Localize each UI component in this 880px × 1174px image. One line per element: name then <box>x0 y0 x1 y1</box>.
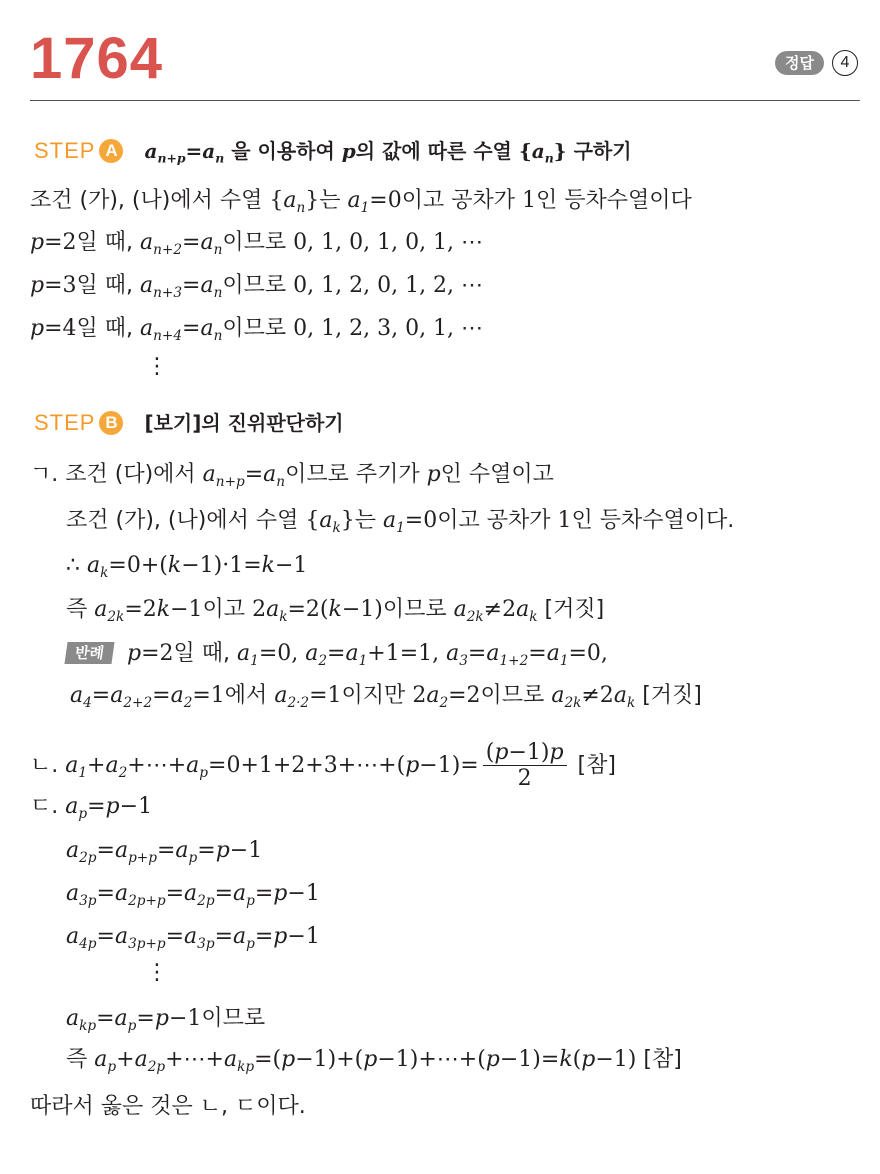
item-d-line-5: $a_{kp}=a_p=p-1$이므로 <box>66 1006 266 1034</box>
vertical-ellipsis-2: ⋮ <box>146 960 168 985</box>
answer-label: 정답 <box>775 51 824 75</box>
item-g-verdict-2: [거짓] <box>642 683 702 708</box>
fraction: $\frac{(p-1)p}{2}$ <box>483 740 567 792</box>
sequence-p2: 0, 1, 0, 1, 0, 1, ⋯ <box>293 230 484 255</box>
problem-number: 1764 <box>30 26 164 91</box>
item-d-line-6: 즉 $a_p+a_{2p}+\cdots+a_{kp}=(p-1)+(p-1)+\cdots+(p-1)=k(p-1)$ [참] <box>66 1047 682 1075</box>
sequence-p4: 0, 1, 2, 3, 0, 1, ⋯ <box>293 316 484 341</box>
answer-area <box>775 50 858 76</box>
sequence-p3: 0, 1, 2, 0, 1, 2, ⋯ <box>293 273 484 298</box>
step-b-title: [보기]의 진위판단하기 <box>144 411 344 435</box>
answer-value: 4 <box>832 50 858 76</box>
item-g-marker: ㄱ. <box>30 462 59 487</box>
item-g-line-4: 즉 $a_{2k}=2k-1$이고 $2a_k=2(k-1)$이므로 $a_{2k}\ne 2a_k$ [거짓] <box>66 597 605 625</box>
item-g-line-3: ∴ $a_k=0+(k-1)\cdot 1=k-1$ <box>66 553 308 581</box>
item-g-verdict-1: [거짓] <box>544 597 605 622</box>
case-p2: p=2일 때, $a_{n+2}=a_n$이므로 0, 1, 0, 1, 0, 1, ⋯ <box>30 230 484 258</box>
item-n-line: ㄴ. $a_1+a_2+\cdots+a_p=0+1+2+3+\cdots+(p-1)=$ $\frac{(p-1)p}{2}$ [참] <box>30 740 616 792</box>
item-d-line-3: $a_{3p}=a_{2p+p}=a_{2p}=a_p=p-1$ <box>66 881 320 909</box>
item-g-line-2: 조건 (가), (나)에서 수열 $\{a_k\}$는 $a_1=0$이고 공차가 1인 등차수열이다. <box>66 508 735 536</box>
step-a-title-1: 을 이용하여 <box>231 139 335 163</box>
item-d-marker: ㄷ. <box>30 794 59 819</box>
case-p3: p=3일 때, $a_{n+3}=a_n$이므로 0, 1, 2, 0, 1, 2, ⋯ <box>30 273 484 301</box>
item-n-marker: ㄴ. <box>30 752 59 778</box>
item-d-line-4: $a_{4p}=a_{3p+p}=a_{3p}=a_p=p-1$ <box>66 924 320 952</box>
step-b-badge: B <box>99 411 123 435</box>
header-divider <box>30 100 860 101</box>
conclusion: 따라서 옳은 것은 ㄴ, ㄷ이다. <box>30 1094 306 1119</box>
case-p4: p=4일 때, $a_{n+4}=a_n$이므로 0, 1, 2, 3, 0, 1, ⋯ <box>30 316 484 344</box>
step-a-title-3: 구하기 <box>573 139 632 163</box>
item-d-line-2: $a_{2p}=a_{p+p}=a_p=p-1$ <box>66 838 263 866</box>
step-b-heading <box>34 408 344 439</box>
step-a-heading: STEP A $a_{n+p}=a_n$ 을 이용하여 p의 값에 따른 수열 $\{a_n\}$ 구하기 <box>34 138 632 166</box>
item-n-verdict: [참] <box>577 752 616 778</box>
step-a-intro: 조건 (가), (나)에서 수열 $\{a_n\}$는 $a_1=0$이고 공차가 1인 등차수열이다 <box>30 188 692 216</box>
step-a-badge: A <box>99 139 123 163</box>
vertical-ellipsis: ⋮ <box>146 354 168 379</box>
step-a-label: STEP A <box>34 136 123 166</box>
counterexample-badge: 반례 <box>64 642 114 664</box>
item-d-verdict: [참] <box>643 1047 682 1072</box>
item-g-line-6: $a_4=a_{2+2}=a_2=1$에서 $a_{2\cdot 2}=1$이지만 $2a_2=2$이므로 $a_{2k}\ne 2a_k$ [거짓] <box>70 683 702 711</box>
item-d-line-1: ㄷ. $a_p=p-1$ <box>30 794 153 822</box>
item-g-counterexample: 반례 p=2일 때, $a_1=0$, $a_2=a_1+1=1$, $a_3=a_{1+2}=a_1=0$, <box>66 639 608 669</box>
item-g-line-1: ㄱ. 조건 (다)에서 $a_{n+p}=a_n$이므로 주기가 p인 수열이고 <box>30 462 554 490</box>
step-a-title-2: 의 값에 따른 수열 <box>355 139 512 163</box>
step-b-label: STEP B <box>34 408 123 438</box>
